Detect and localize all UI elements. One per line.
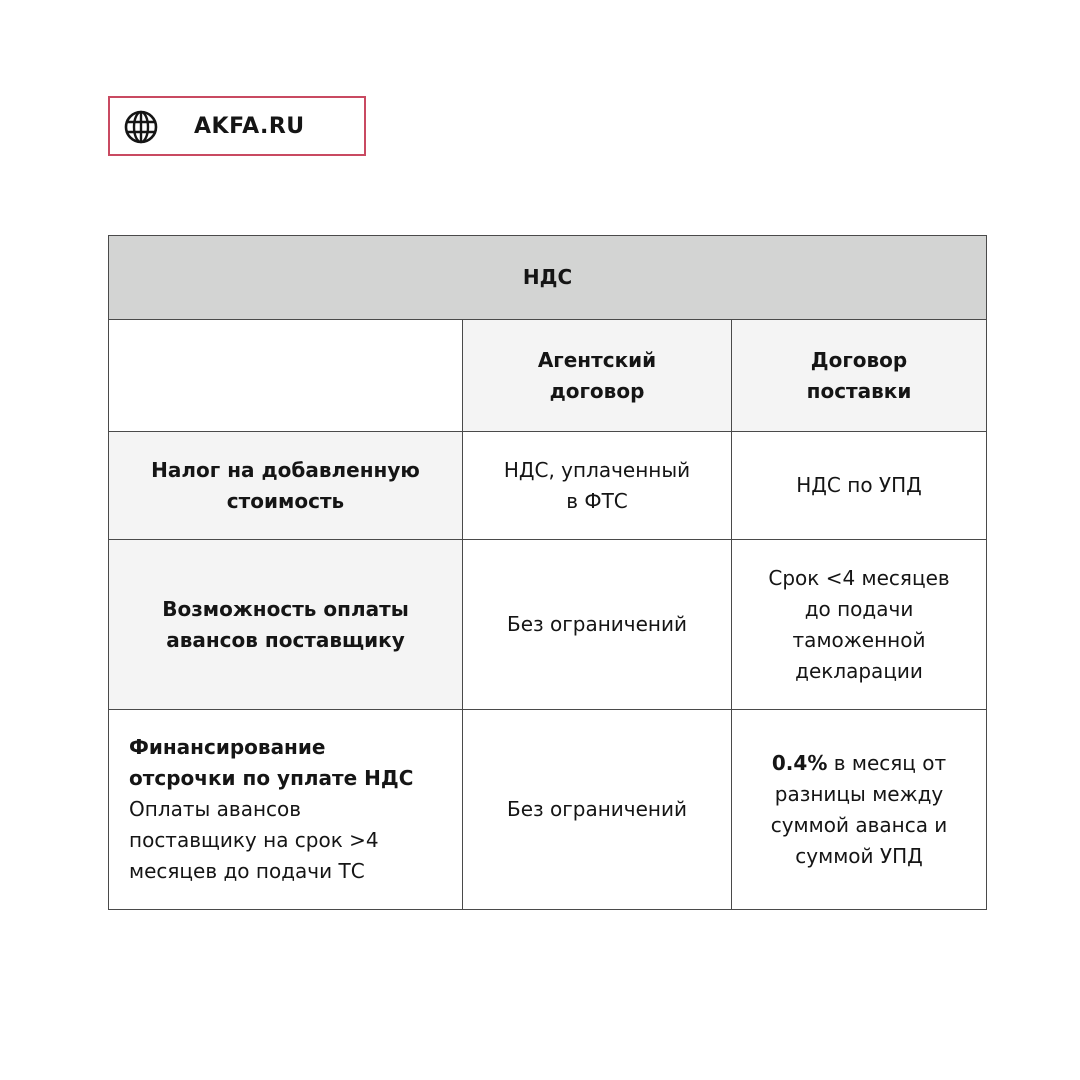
cell-line	[732, 748, 986, 779]
brand-label: AKFA.RU	[194, 114, 305, 139]
table-row	[109, 432, 987, 540]
cell-line: НДС, уплаченный	[503, 457, 691, 482]
header-line: Агентский	[537, 347, 657, 372]
cell-line: НДС по УПД	[796, 473, 922, 497]
cell-supply-advance	[732, 540, 987, 710]
cell-line: Без ограничений	[507, 612, 687, 636]
cell-supply-financing	[732, 710, 987, 910]
cell-line: Оплаты авансов	[129, 797, 302, 821]
cell-line: декларации	[795, 658, 923, 683]
cell-line: до подачи	[804, 596, 914, 621]
cell-agent-advance	[463, 540, 732, 710]
table-title: НДС	[109, 236, 987, 320]
cell-line: в ФТС	[566, 488, 628, 513]
table-row	[109, 540, 987, 710]
cell-line: авансов поставщику	[166, 627, 405, 652]
cell-line: суммой аванса и	[770, 812, 948, 837]
cell-line: Срок <4 месяцев	[768, 565, 950, 590]
cell-line: таможенной	[792, 627, 926, 652]
cell-line: месяцев до подачи ТС	[129, 859, 365, 883]
rate-suffix: в месяц от	[827, 750, 947, 775]
header-line: договор	[549, 378, 645, 403]
cell-line: Налог на добавленную	[151, 457, 420, 482]
globe-icon	[124, 110, 158, 144]
cell-agent-vat	[463, 432, 732, 540]
cell-line: суммой УПД	[795, 843, 923, 868]
cell-line: поставщику на срок >4	[129, 828, 379, 852]
column-header-supply	[732, 320, 987, 432]
cell-agent-financing	[463, 710, 732, 910]
row-label-financing	[109, 710, 463, 910]
cell-supply-vat	[732, 432, 987, 540]
header-line: поставки	[806, 378, 912, 403]
cell-line: Без ограничений	[507, 797, 687, 821]
cell-line: разницы между	[774, 781, 944, 806]
vat-comparison-table	[108, 235, 987, 910]
cell-line: отсрочки по уплате НДС	[129, 766, 414, 790]
cell-line: Финансирование	[129, 735, 326, 759]
row-label-advance	[109, 540, 463, 710]
header-line: Договор	[810, 347, 908, 372]
table-row	[109, 710, 987, 910]
column-header-agent	[463, 320, 732, 432]
header-empty-cell	[109, 320, 463, 432]
cell-line: Возможность оплаты	[162, 596, 409, 621]
rate-value: 0.4%	[771, 750, 828, 775]
brand-badge[interactable]	[108, 96, 366, 156]
row-label-vat	[109, 432, 463, 540]
cell-line: стоимость	[226, 488, 345, 513]
